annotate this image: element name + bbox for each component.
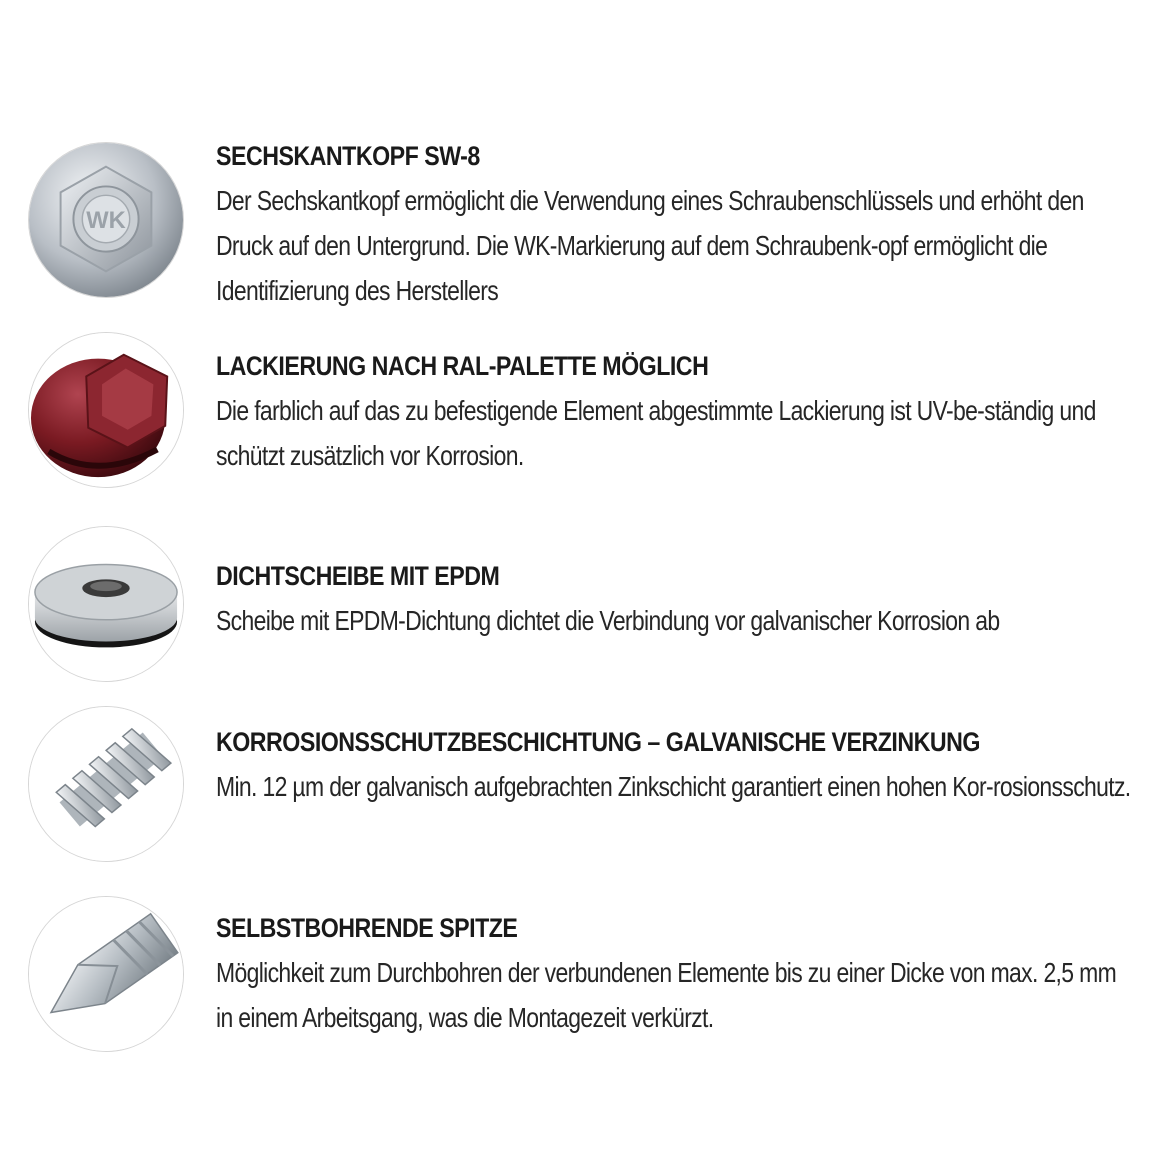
hex-head-icon (28, 142, 184, 298)
feature-title: SELBSTBOHRENDE SPITZE (216, 913, 518, 943)
feature-title: LACKIERUNG NACH RAL-PALETTE MÖGLICH (216, 351, 709, 381)
svg-text:WK: WK (86, 207, 126, 234)
feature-title: DICHTSCHEIBE MIT EPDM (216, 561, 500, 591)
drill-tip-icon (28, 896, 184, 1052)
feature-description: Min. 12 µm der galvanisch aufgebrachten Zinkschicht garantiert einen hohen Kor-rosionsschutz. (216, 771, 1131, 802)
sealing-washer-icon (28, 526, 184, 682)
feature-title: KORROSIONSSCHUTZBESCHICHTUNG – GALVANISCHE VERZINKUNG (216, 727, 980, 757)
feature-description: Möglichkeit zum Durchbohren der verbundenen Elemente bis zu einer Dicke von max. 2,5 mm in einem Arbeitsgang, was die Montagezeit verkürzt. (216, 957, 1117, 1033)
painted-head-icon (28, 332, 184, 488)
feature-title: SECHSKANTKOPF SW-8 (216, 141, 480, 171)
feature-description: Die farblich auf das zu befestigende Element abgestimmte Lackierung ist UV-be-ständig und schützt zusätzlich vor Korrosion. (216, 395, 1096, 471)
feature-description: Der Sechskantkopf ermöglicht die Verwendung eines Schraubenschlüssels und erhöht den Druck auf den Untergrund. Die WK-Markierung auf dem Schraubenk-opf ermöglicht die Identifizierung des Herstellers (216, 185, 1084, 306)
thread-icon (28, 706, 184, 862)
feature-description: Scheibe mit EPDM-Dichtung dichtet die Verbindung vor galvanischer Korrosion ab (216, 605, 1000, 636)
